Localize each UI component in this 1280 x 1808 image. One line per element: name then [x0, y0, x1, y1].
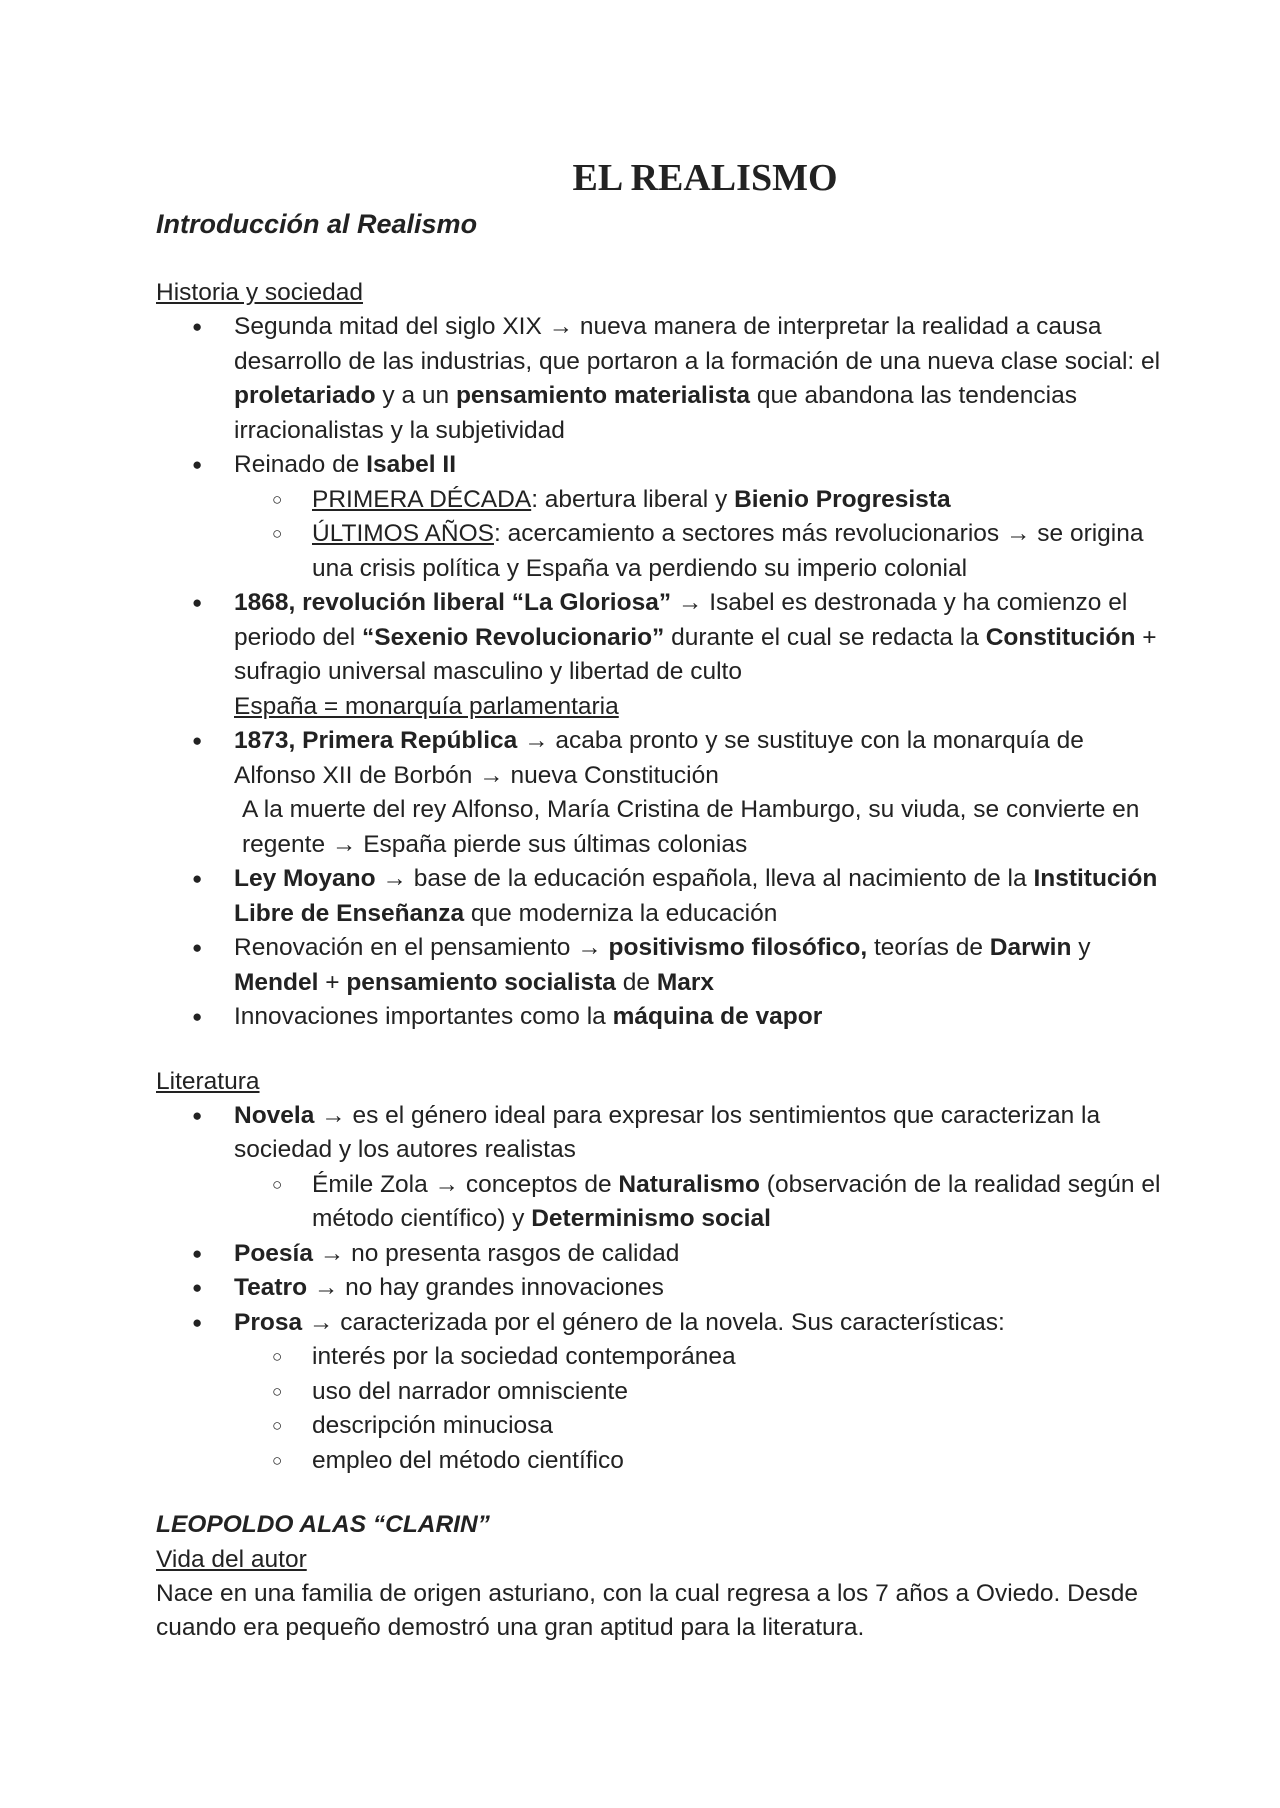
list-item: ● Innovaciones importantes como la máquina de vapor: [156, 1000, 1166, 1035]
historia-list: [156, 310, 1166, 793]
list-item: ● Ley Moyano → base de la educación española, lleva al nacimiento de la Institución Libre de Enseñanza que moderniza la educación: [156, 862, 1166, 931]
note-paragraph: A la muerte del rey Alfonso, María Cristina de Hamburgo, su viuda, se convierte en regente → España pierde sus últimas colonias: [242, 796, 1140, 858]
sub-list-item: ○ interés por la sociedad contemporánea: [156, 1340, 1166, 1375]
list-item: ● Teatro → no hay grandes innovaciones: [156, 1271, 1166, 1306]
sub-list-item: ○ empleo del método científico: [156, 1444, 1166, 1479]
section-heading-intro: Introducción al Realismo: [156, 209, 478, 239]
list-item: ● Reinado de Isabel II: [156, 448, 1166, 483]
list-item: ● Renovación en el pensamiento → positivismo filosófico, teorías de Darwin y Mendel + pensamiento socialista de Marx: [156, 931, 1166, 1000]
page-title: EL REALISMO: [572, 157, 838, 199]
document-body: [156, 204, 1166, 1646]
sub-list-item: ○ ÚLTIMOS AÑOS: acercamiento a sectores más revolucionarios → se origina una crisis política y España va perdiendo su imperio colonial: [156, 517, 1166, 586]
sub-list-item: ○ uso del narrador omnisciente: [156, 1375, 1166, 1410]
list-item: ● Segunda mitad del siglo XIX → nueva manera de interpretar la realidad a causa desarrollo de las industrias, que portaron a la formación de una nueva clase social: el proletariado y a un pensamiento materialista que abandona las tendencias irracionalistas y la subjetividad: [156, 310, 1166, 448]
list-item: ● Prosa → caracterizada por el género de la novela. Sus características:: [156, 1306, 1166, 1341]
section-heading-clarin: LEOPOLDO ALAS “CLARIN”: [156, 1511, 490, 1538]
subheading-literatura: Literatura: [156, 1067, 260, 1095]
list-item: ● Poesía → no presenta rasgos de calidad: [156, 1237, 1166, 1272]
list-item: ● 1868, revolución liberal “La Gloriosa” → Isabel es destronada y ha comienzo el periodo del “Sexenio Revolucionario” durante el cual se redacta la Constitución + sufragio universal masculino y libertad de culto España = monarquía parlamentaria: [156, 586, 1166, 724]
literatura-list: [156, 1099, 1166, 1479]
body-paragraph: Nace en una familia de origen asturiano, con la cual regresa a los 7 años a Oviedo. Desde cuando era pequeño demostró una gran aptitud para la literatura.: [156, 1579, 1138, 1641]
list-item: ● Novela → es el género ideal para expresar los sentimientos que caracterizan la sociedad y los autores realistas: [156, 1099, 1166, 1168]
list-item: ● 1873, Primera República → acaba pronto y se sustituye con la monarquía de Alfonso XII de Borbón → nueva Constitución: [156, 724, 1166, 793]
sub-list-item: ○ PRIMERA DÉCADA: abertura liberal y Bienio Progresista: [156, 483, 1166, 518]
subheading-historia: Historia y sociedad: [156, 279, 363, 306]
sub-list-item: ○ descripción minuciosa: [156, 1409, 1166, 1444]
sub-list-item: ○ Émile Zola → conceptos de Naturalismo (observación de la realidad según el método científico) y Determinismo social: [156, 1168, 1166, 1237]
subheading-vida: Vida del autor: [156, 1545, 307, 1573]
